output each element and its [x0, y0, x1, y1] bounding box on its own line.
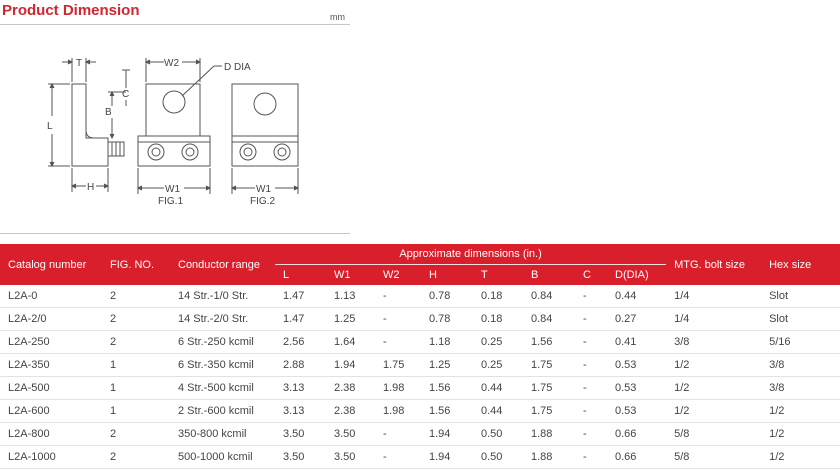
- label-w1-fig1: W1: [165, 184, 180, 195]
- table-cell: 1/2: [761, 400, 840, 423]
- table-cell: 350-800 kcmil: [170, 423, 275, 446]
- table-cell: -: [575, 285, 607, 308]
- table-cell: 1.13: [326, 285, 375, 308]
- table-cell: 1: [102, 377, 170, 400]
- header-dim-h: H: [421, 265, 473, 286]
- dimension-drawing: [0, 26, 350, 236]
- table-row: [0, 308, 840, 331]
- table-cell: 1.47: [275, 308, 326, 331]
- table-cell: 1.75: [523, 377, 575, 400]
- table-cell: 0.78: [421, 308, 473, 331]
- table-cell: 3.50: [326, 446, 375, 469]
- table-cell: 3.50: [275, 423, 326, 446]
- table-row: [0, 285, 840, 308]
- table-cell: 1.56: [523, 331, 575, 354]
- table-row: [0, 377, 840, 400]
- table-cell: 2: [102, 446, 170, 469]
- table-cell: 3.50: [275, 446, 326, 469]
- table-cell: 1.75: [523, 400, 575, 423]
- table-cell: 3/8: [761, 354, 840, 377]
- table-cell: 0.50: [473, 423, 523, 446]
- table-cell: 2: [102, 308, 170, 331]
- table-cell: L2A-1000: [0, 446, 102, 469]
- label-w1-fig2: W1: [256, 184, 271, 195]
- table-cell: 0.27: [607, 308, 666, 331]
- table-cell: L2A-600: [0, 400, 102, 423]
- table-cell: 3.13: [275, 377, 326, 400]
- table-cell: 1: [102, 354, 170, 377]
- table-cell: 2.38: [326, 377, 375, 400]
- table-cell: 3.50: [326, 423, 375, 446]
- table-cell: L2A-500: [0, 377, 102, 400]
- table-cell: 2.88: [275, 354, 326, 377]
- table-cell: 1.94: [421, 423, 473, 446]
- table-cell: 5/8: [666, 446, 761, 469]
- table-cell: L2A-2/0: [0, 308, 102, 331]
- table-cell: -: [575, 377, 607, 400]
- label-t: T: [76, 58, 83, 69]
- label-c: C: [122, 89, 130, 100]
- table-cell: -: [575, 446, 607, 469]
- header-dim-l: L: [275, 265, 326, 286]
- table-cell: -: [375, 446, 421, 469]
- table-cell: 0.66: [607, 423, 666, 446]
- table-cell: 1.56: [421, 400, 473, 423]
- table-cell: 1.47: [275, 285, 326, 308]
- header-dim-d: D(DIA): [607, 265, 666, 286]
- table-cell: 1.88: [523, 446, 575, 469]
- table-row: [0, 400, 840, 423]
- side-view: [47, 58, 130, 193]
- table-row: [0, 331, 840, 354]
- table-cell: 1.25: [326, 308, 375, 331]
- table-cell: 0.44: [473, 400, 523, 423]
- table-cell: 1/2: [761, 423, 840, 446]
- table-cell: L2A-350: [0, 354, 102, 377]
- table-row: [0, 446, 840, 469]
- table-cell: 1/2: [666, 400, 761, 423]
- label-l: L: [47, 121, 53, 132]
- table-cell: 3.13: [275, 400, 326, 423]
- table-cell: 2 Str.-600 kcmil: [170, 400, 275, 423]
- table-cell: 0.84: [523, 308, 575, 331]
- table-cell: L2A-250: [0, 331, 102, 354]
- dimension-table-wrapper: [0, 244, 840, 469]
- table-cell: 0.66: [607, 446, 666, 469]
- table-cell: 1/2: [761, 446, 840, 469]
- table-cell: 14 Str.-2/0 Str.: [170, 308, 275, 331]
- table-cell: 6 Str.-350 kcmil: [170, 354, 275, 377]
- table-cell: 14 Str.-1/0 Str.: [170, 285, 275, 308]
- table-cell: 0.18: [473, 308, 523, 331]
- table-cell: 4 Str.-500 kcmil: [170, 377, 275, 400]
- table-cell: 2: [102, 423, 170, 446]
- table-cell: 0.44: [473, 377, 523, 400]
- table-cell: 5/8: [666, 423, 761, 446]
- table-cell: 500-1000 kcmil: [170, 446, 275, 469]
- table-cell: 0.53: [607, 400, 666, 423]
- header-dim-b: B: [523, 265, 575, 286]
- header-fig: FIG. NO.: [102, 244, 170, 285]
- table-cell: 1: [102, 400, 170, 423]
- table-cell: 1.98: [375, 377, 421, 400]
- table-cell: 1.98: [375, 400, 421, 423]
- header-dim-w2: W2: [375, 265, 421, 286]
- header-dim-c: C: [575, 265, 607, 286]
- label-h: H: [87, 182, 95, 193]
- table-cell: 6 Str.-250 kcmil: [170, 331, 275, 354]
- header-conductor: Conductor range: [170, 244, 275, 285]
- fig2-caption: FIG.2: [250, 196, 276, 207]
- header-hex: Hex size: [761, 244, 840, 285]
- table-cell: 1.88: [523, 423, 575, 446]
- table-cell: 1/2: [666, 377, 761, 400]
- header-dim-w1: W1: [326, 265, 375, 286]
- table-cell: 0.50: [473, 446, 523, 469]
- fig2-view: [232, 84, 298, 207]
- table-cell: -: [575, 423, 607, 446]
- table-cell: 1.64: [326, 331, 375, 354]
- table-cell: -: [375, 423, 421, 446]
- table-cell: 0.84: [523, 285, 575, 308]
- table-cell: 1/4: [666, 285, 761, 308]
- table-cell: 1.94: [421, 446, 473, 469]
- table-cell: 1.94: [326, 354, 375, 377]
- table-cell: -: [575, 354, 607, 377]
- table-cell: L2A-0: [0, 285, 102, 308]
- table-cell: 1.25: [421, 354, 473, 377]
- table-cell: -: [375, 285, 421, 308]
- table-cell: 0.18: [473, 285, 523, 308]
- table-cell: 5/16: [761, 331, 840, 354]
- dimension-table: [0, 244, 840, 469]
- table-cell: 1.75: [375, 354, 421, 377]
- fig1-view: [138, 58, 251, 207]
- table-cell: 1/4: [666, 308, 761, 331]
- page-title: Product Dimension: [2, 2, 140, 19]
- table-cell: -: [375, 331, 421, 354]
- table-cell: 2: [102, 331, 170, 354]
- header-mtg: MTG. bolt size: [666, 244, 761, 285]
- label-d-dia: D DIA: [224, 62, 251, 73]
- label-w2: W2: [164, 58, 179, 69]
- table-cell: -: [575, 331, 607, 354]
- table-cell: 1.75: [523, 354, 575, 377]
- table-cell: 3/8: [761, 377, 840, 400]
- table-cell: 3/8: [666, 331, 761, 354]
- table-cell: 1.56: [421, 377, 473, 400]
- table-row: [0, 423, 840, 446]
- table-cell: -: [575, 400, 607, 423]
- table-cell: 0.78: [421, 285, 473, 308]
- table-cell: -: [375, 308, 421, 331]
- header-catalog: Catalog number: [0, 244, 102, 285]
- table-cell: 2.56: [275, 331, 326, 354]
- table-row: [0, 354, 840, 377]
- header-approx-dimensions: Approximate dimensions (in.): [275, 244, 666, 265]
- table-cell: 0.25: [473, 354, 523, 377]
- fig1-caption: FIG.1: [158, 196, 184, 207]
- table-cell: L2A-800: [0, 423, 102, 446]
- unit-label: mm: [330, 12, 345, 22]
- table-body: [0, 285, 840, 469]
- table-cell: 0.41: [607, 331, 666, 354]
- table-cell: 0.53: [607, 377, 666, 400]
- title-divider: [0, 24, 350, 25]
- table-cell: 0.25: [473, 331, 523, 354]
- table-cell: Slot: [761, 285, 840, 308]
- header-dim-t: T: [473, 265, 523, 286]
- table-cell: 2: [102, 285, 170, 308]
- table-cell: 1/2: [666, 354, 761, 377]
- table-cell: 1.18: [421, 331, 473, 354]
- table-cell: 2.38: [326, 400, 375, 423]
- table-cell: Slot: [761, 308, 840, 331]
- table-cell: 0.53: [607, 354, 666, 377]
- table-cell: -: [575, 308, 607, 331]
- label-b: B: [105, 107, 112, 118]
- table-cell: 0.44: [607, 285, 666, 308]
- drawing-divider: [0, 233, 350, 234]
